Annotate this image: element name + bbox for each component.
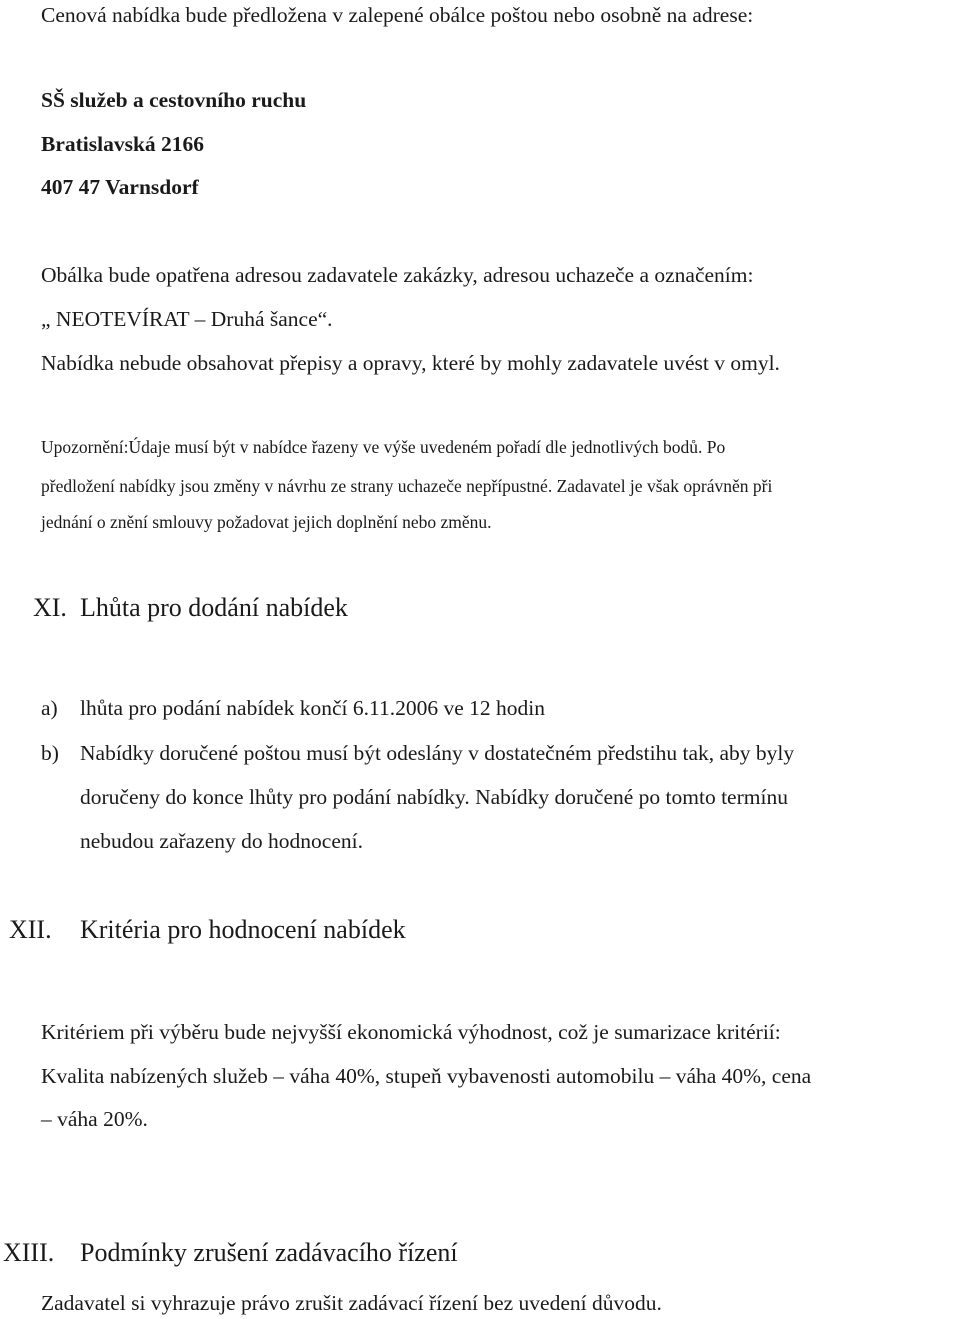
section-xi-item-b-line-1: Nabídky doručené poštou musí být odeslány v dostatečném předstihu tak, aby byly (80, 741, 795, 765)
address-street: Bratislavská 2166 (41, 132, 205, 156)
warning-line-3: jednání o znění smlouvy požadovat jejich doplnění nebo změnu. (41, 512, 492, 532)
section-xii-number: XII. (9, 915, 52, 944)
section-xiii-number: XIII. (3, 1238, 55, 1267)
section-xi-number: XI. (33, 593, 67, 622)
envelope-line-2: „ NEOTEVÍRAT – Druhá šance“. (41, 307, 333, 331)
section-xi-title: Lhůta pro dodání nabídek (80, 593, 348, 622)
warning-line-2: předložení nabídky jsou změny v návrhu ze strany uchazeče nepřípustné. Zadavatel je však oprávněn při (41, 476, 773, 496)
section-xi-item-b-line-2: doručeny do konce lhůty pro podání nabídky. Nabídky doručené po tomto termínu (80, 785, 788, 809)
section-xii-line-1: Kritériem při výběru bude nejvyšší ekonomická výhodnost, což je sumarizace kritérií: (41, 1020, 781, 1044)
envelope-line-3: Nabídka nebude obsahovat přepisy a opravy, které by mohly zadavatele uvést v omyl. (41, 351, 780, 375)
address-city: 407 47 Varnsdorf (41, 175, 199, 199)
intro-paragraph: Cenová nabídka bude předložena v zalepené obálce poštou nebo osobně na adrese: (41, 3, 754, 27)
address-name: SŠ služeb a cestovního ruchu (41, 88, 307, 112)
section-xiii-title: Podmínky zrušení zadávacího řízení (80, 1238, 458, 1267)
section-xi-item-a-marker: a) (41, 696, 58, 720)
section-xii-line-2: Kvalita nabízených služeb – váha 40%, stupeň vybavenosti automobilu – váha 40%, cena (41, 1064, 812, 1088)
section-xi-item-b-marker: b) (41, 741, 59, 765)
warning-line-1: Upozornění:Údaje musí být v nabídce řazeny ve výše uvedeném pořadí dle jednotlivých bodů. Po (41, 437, 726, 457)
section-xi-item-a-text: lhůta pro podání nabídek končí 6.11.2006 ve 12 hodin (80, 696, 545, 720)
section-xii-line-3: – váha 20%. (41, 1107, 148, 1131)
section-xi-item-b-line-3: nebudou zařazeny do hodnocení. (80, 829, 363, 853)
envelope-line-1: Obálka bude opatřena adresou zadavatele zakázky, adresou uchazeče a označením: (41, 263, 754, 287)
section-xiii-line-1: Zadavatel si vyhrazuje právo zrušit zadávací řízení bez uvedení důvodu. (41, 1291, 662, 1315)
section-xii-title: Kritéria pro hodnocení nabídek (80, 915, 406, 944)
